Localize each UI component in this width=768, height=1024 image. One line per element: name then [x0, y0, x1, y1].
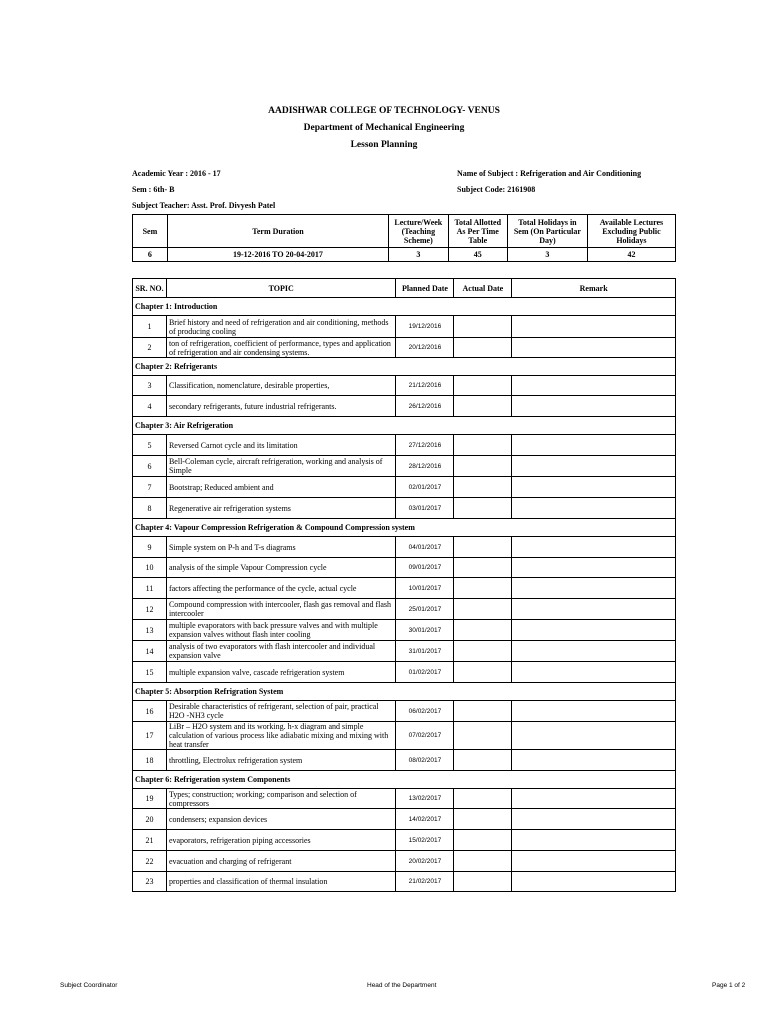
- lesson-plan-table: [132, 278, 676, 892]
- summary-value: 3: [389, 248, 448, 262]
- remark-cell: [512, 316, 676, 338]
- sr-no-cell: 6: [133, 456, 167, 477]
- planned-date-cell: 13/02/2017: [396, 789, 454, 809]
- table-row: [133, 872, 676, 892]
- topic-cell: Brief history and need of refrigeration and air conditioning, methods of producing cooling: [166, 316, 396, 338]
- remark-cell: [512, 872, 676, 892]
- actual-date-cell: [454, 789, 512, 809]
- topic-cell: Reversed Carnot cycle and its limitation: [166, 435, 396, 456]
- chapter-title: Chapter 2: Refrigerants: [133, 358, 676, 376]
- actual-date-cell: [454, 662, 512, 683]
- topic-cell: Bootstrap; Reduced ambient and: [166, 477, 396, 498]
- planned-date-cell: 01/02/2017: [396, 662, 454, 683]
- table-row: [133, 376, 676, 396]
- actual-date-cell: [454, 477, 512, 498]
- sr-no-cell: 2: [133, 338, 167, 358]
- table-row: [133, 537, 676, 558]
- remark-cell: [512, 722, 676, 750]
- topic-cell: Compound compression with intercooler, flash gas removal and flash intercooler: [166, 599, 396, 620]
- table-row: [133, 620, 676, 641]
- sr-no-cell: 7: [133, 477, 167, 498]
- sr-no-cell: 14: [133, 641, 167, 662]
- sr-no-cell: 18: [133, 750, 167, 771]
- topic-cell: ton of refrigeration, coefficient of performance, types and application of refrigeration and air condensing systems.: [166, 338, 396, 358]
- sr-no-cell: 9: [133, 537, 167, 558]
- planned-date-cell: 07/02/2017: [396, 722, 454, 750]
- table-row: [133, 641, 676, 662]
- table-row: [133, 456, 676, 477]
- subject-coordinator-label: Subject Coordinator: [60, 982, 118, 989]
- chapter-title: Chapter 1: Introduction: [133, 298, 676, 316]
- summary-value: 6: [133, 248, 168, 262]
- subject-teacher: Subject Teacher: Asst. Prof. Divyesh Patel: [132, 201, 276, 210]
- planned-date-cell: 21/02/2017: [396, 872, 454, 892]
- sr-no-cell: 13: [133, 620, 167, 641]
- chapter-title: Chapter 4: Vapour Compression Refrigeration & Compound Compression system: [133, 519, 676, 537]
- planned-date-cell: 20/02/2017: [396, 851, 454, 872]
- topic-cell: factors affecting the performance of the cycle, actual cycle: [166, 578, 396, 599]
- remark-cell: [512, 851, 676, 872]
- header-planned-date: Planned Date: [396, 279, 454, 298]
- planned-date-cell: 31/01/2017: [396, 641, 454, 662]
- table-row: [133, 701, 676, 722]
- topic-cell: throttling, Electrolux refrigeration system: [166, 750, 396, 771]
- summary-value: 19-12-2016 TO 20-04-2017: [167, 248, 388, 262]
- planned-date-cell: 02/01/2017: [396, 477, 454, 498]
- sr-no-cell: 20: [133, 809, 167, 830]
- actual-date-cell: [454, 456, 512, 477]
- header-remark: Remark: [512, 279, 676, 298]
- summary-header-row: [133, 215, 676, 248]
- remark-cell: [512, 537, 676, 558]
- summary-header: Term Duration: [167, 215, 388, 248]
- summary-header: Available Lectures Excluding Public Holidays: [587, 215, 675, 248]
- topic-cell: properties and classification of thermal insulation: [166, 872, 396, 892]
- remark-cell: [512, 620, 676, 641]
- remark-cell: [512, 477, 676, 498]
- chapter-row: [133, 683, 676, 701]
- topic-cell: Types; construction; working; comparison and selection of compressors: [166, 789, 396, 809]
- header-topic: TOPIC: [166, 279, 396, 298]
- remark-cell: [512, 396, 676, 417]
- table-row: [133, 316, 676, 338]
- summary-value-row: [133, 248, 676, 262]
- table-row: [133, 498, 676, 519]
- remark-cell: [512, 662, 676, 683]
- chapter-row: [133, 358, 676, 376]
- college-name: AADISHWAR COLLEGE OF TECHNOLOGY- VENUS: [268, 106, 500, 116]
- remark-cell: [512, 456, 676, 477]
- summary-value: 3: [507, 248, 587, 262]
- chapter-title: Chapter 5: Absorption Refrigration System: [133, 683, 676, 701]
- sr-no-cell: 8: [133, 498, 167, 519]
- remark-cell: [512, 435, 676, 456]
- table-row: [133, 662, 676, 683]
- sr-no-cell: 4: [133, 396, 167, 417]
- summary-value: 45: [448, 248, 507, 262]
- sr-no-cell: 17: [133, 722, 167, 750]
- academic-year: Academic Year : 2016 - 17: [132, 169, 221, 178]
- actual-date-cell: [454, 872, 512, 892]
- planned-date-cell: 19/12/2016: [396, 316, 454, 338]
- remark-cell: [512, 558, 676, 578]
- table-row: [133, 750, 676, 771]
- sr-no-cell: 22: [133, 851, 167, 872]
- planned-date-cell: 09/01/2017: [396, 558, 454, 578]
- actual-date-cell: [454, 809, 512, 830]
- topic-cell: evaporators, refrigeration piping accessories: [166, 830, 396, 851]
- planned-date-cell: 06/02/2017: [396, 701, 454, 722]
- topic-cell: multiple expansion valve, cascade refrigeration system: [166, 662, 396, 683]
- term-summary-table: [132, 214, 676, 262]
- chapter-row: [133, 298, 676, 316]
- sr-no-cell: 5: [133, 435, 167, 456]
- planned-date-cell: 14/02/2017: [396, 809, 454, 830]
- document-title: Lesson Planning: [350, 140, 418, 150]
- actual-date-cell: [454, 750, 512, 771]
- planned-date-cell: 15/02/2017: [396, 830, 454, 851]
- table-row: [133, 338, 676, 358]
- summary-header: Total Holidays in Sem (On Particular Day): [507, 215, 587, 248]
- topic-cell: multiple evaporators with back pressure valves and with multiple expansion valves without flash inter cooling: [166, 620, 396, 641]
- summary-header: Total Allotted As Per Time Table: [448, 215, 507, 248]
- sr-no-cell: 19: [133, 789, 167, 809]
- table-row: [133, 477, 676, 498]
- chapter-row: [133, 771, 676, 789]
- sr-no-cell: 23: [133, 872, 167, 892]
- sr-no-cell: 12: [133, 599, 167, 620]
- chapter-row: [133, 417, 676, 435]
- topic-cell: condensers; expansion devices: [166, 809, 396, 830]
- sr-no-cell: 21: [133, 830, 167, 851]
- remark-cell: [512, 376, 676, 396]
- planned-date-cell: 25/01/2017: [396, 599, 454, 620]
- actual-date-cell: [454, 641, 512, 662]
- sr-no-cell: 10: [133, 558, 167, 578]
- topic-cell: Desirable characteristics of refrigerant, selection of pair, practical H2O -NH3 cycle: [166, 701, 396, 722]
- planned-date-cell: 21/12/2016: [396, 376, 454, 396]
- remark-cell: [512, 578, 676, 599]
- actual-date-cell: [454, 537, 512, 558]
- table-row: [133, 809, 676, 830]
- table-row: [133, 830, 676, 851]
- table-row: [133, 396, 676, 417]
- summary-header: Lecture/Week (Teaching Scheme): [389, 215, 448, 248]
- table-row: [133, 851, 676, 872]
- chapter-row: [133, 519, 676, 537]
- actual-date-cell: [454, 701, 512, 722]
- actual-date-cell: [454, 620, 512, 641]
- topic-cell: Bell-Coleman cycle, aircraft refrigeration, working and analysis of Simple: [166, 456, 396, 477]
- table-row: [133, 789, 676, 809]
- actual-date-cell: [454, 558, 512, 578]
- header-actual-date: Actual Date: [454, 279, 512, 298]
- sr-no-cell: 11: [133, 578, 167, 599]
- planned-date-cell: 10/01/2017: [396, 578, 454, 599]
- subject-code: Subject Code: 2161908: [457, 185, 536, 194]
- sr-no-cell: 15: [133, 662, 167, 683]
- actual-date-cell: [454, 830, 512, 851]
- planned-date-cell: 28/12/2016: [396, 456, 454, 477]
- remark-cell: [512, 830, 676, 851]
- topic-cell: LiBr – H2O system and its working. h-x diagram and simple calculation of various process like adiabatic mixing and mixing with heat transfer: [166, 722, 396, 750]
- remark-cell: [512, 809, 676, 830]
- subject-name: Name of Subject : Refrigeration and Air Conditioning: [457, 169, 642, 178]
- page-number: Page 1 of 2: [712, 982, 746, 989]
- actual-date-cell: [454, 316, 512, 338]
- topic-cell: analysis of two evaporators with flash intercooler and individual expansion valve: [166, 641, 396, 662]
- header-sr-no: SR. NO.: [133, 279, 167, 298]
- chapter-title: Chapter 3: Air Refrigeration: [133, 417, 676, 435]
- topic-cell: secondary refrigerants, future industrial refrigerants.: [166, 396, 396, 417]
- planned-date-cell: 20/12/2016: [396, 338, 454, 358]
- planned-date-cell: 08/02/2017: [396, 750, 454, 771]
- sr-no-cell: 3: [133, 376, 167, 396]
- head-of-department-label: Head of the Department: [367, 982, 437, 989]
- actual-date-cell: [454, 578, 512, 599]
- actual-date-cell: [454, 435, 512, 456]
- table-row: [133, 599, 676, 620]
- table-row: [133, 435, 676, 456]
- actual-date-cell: [454, 338, 512, 358]
- table-row: [133, 578, 676, 599]
- topic-cell: Classification, nomenclature, desirable properties,: [166, 376, 396, 396]
- actual-date-cell: [454, 851, 512, 872]
- planned-date-cell: 04/01/2017: [396, 537, 454, 558]
- planned-date-cell: 03/01/2017: [396, 498, 454, 519]
- actual-date-cell: [454, 599, 512, 620]
- topic-cell: evacuation and charging of refrigerant: [166, 851, 396, 872]
- topic-cell: Simple system on P-h and T-s diagrams: [166, 537, 396, 558]
- table-row: [133, 722, 676, 750]
- planned-date-cell: 30/01/2017: [396, 620, 454, 641]
- topic-cell: analysis of the simple Vapour Compression cycle: [166, 558, 396, 578]
- actual-date-cell: [454, 498, 512, 519]
- sr-no-cell: 16: [133, 701, 167, 722]
- topic-cell: Regenerative air refrigeration systems: [166, 498, 396, 519]
- remark-cell: [512, 641, 676, 662]
- planned-date-cell: 26/12/2016: [396, 396, 454, 417]
- actual-date-cell: [454, 722, 512, 750]
- lesson-table-body: [133, 298, 676, 892]
- planned-date-cell: 27/12/2016: [396, 435, 454, 456]
- summary-header: Sem: [133, 215, 168, 248]
- remark-cell: [512, 338, 676, 358]
- lesson-header-row: [133, 279, 676, 298]
- sr-no-cell: 1: [133, 316, 167, 338]
- remark-cell: [512, 701, 676, 722]
- department-name: Department of Mechanical Engineering: [303, 123, 465, 133]
- semester: Sem : 6th- B: [132, 185, 175, 194]
- remark-cell: [512, 498, 676, 519]
- actual-date-cell: [454, 376, 512, 396]
- chapter-title: Chapter 6: Refrigeration system Components: [133, 771, 676, 789]
- remark-cell: [512, 789, 676, 809]
- summary-value: 42: [587, 248, 675, 262]
- remark-cell: [512, 599, 676, 620]
- table-row: [133, 558, 676, 578]
- actual-date-cell: [454, 396, 512, 417]
- remark-cell: [512, 750, 676, 771]
